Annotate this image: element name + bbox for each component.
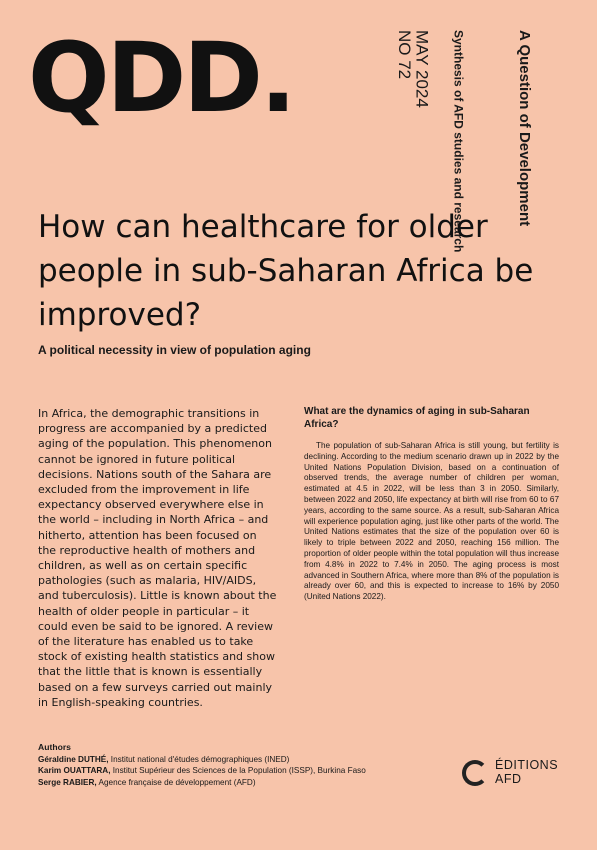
author-line [38, 754, 458, 766]
page-subtitle: A political necessity in view of population aging [38, 343, 311, 357]
publisher-logo [462, 758, 572, 790]
author-line [38, 765, 458, 777]
author-name: Serge RABIER, [38, 777, 97, 787]
author-affiliation: Institut national d'études démographiques (INED) [108, 754, 290, 764]
intro-paragraph: In Africa, the demographic transitions in progress are accompanied by a predicted aging of the population. This phenomenon cannot be ignored in future political decisions. Nations south of the Sahara are excluded from the improvement in life expectancy observed everywhere else in the world – including in North Africa – and hitherto, attention has been focused on the reproductive health of mothers and children, as well as on certain specific pathologies (such as malaria, HIV/AIDS, and tuberculosis). Little is known about the health of older people in particular – it could even be said to be ignored. A review of the literature has enabled us to take stock of existing health statistics and show that the little that is known is essentially based on a few surveys carried out mainly in English-speaking countries. [38, 407, 277, 709]
author-affiliation: Institut Supérieur des Sciences de la Population (ISSP), Burkina Faso [110, 766, 366, 776]
author-affiliation: Agence française de développement (AFD) [96, 777, 256, 787]
publisher-line2: AFD [495, 772, 522, 786]
author-name: Karim OUATTARA, [38, 766, 111, 776]
issue-date: MAY 2024 [412, 30, 432, 108]
author-name: Géraldine DUTHÉ, [38, 754, 109, 764]
editions-afd-ring-icon [462, 760, 488, 786]
author-line [38, 777, 458, 789]
issue-number: NO 72 [394, 30, 414, 80]
qdd-logo: QDD. [28, 22, 294, 134]
series-name: A Question of Development [515, 30, 533, 227]
authors-block [38, 742, 458, 788]
page-title: How can healthcare for older people in sub-Saharan Africa be improved? [38, 209, 534, 333]
series-synthesis: Synthesis of AFD studies and research [451, 30, 466, 253]
section-body: The population of sub-Saharan Africa is still young, but fertility is declining. According to the medium scenario drawn up in 2022 by the United Nations Population Division, based on a continuation of observed trends, the average number of children per woman, estimated at 4.5 in 2022, will be less than 3 in 2050. Similarly, between 2022 and 2050, life expectancy at birth will rise from 60 to 67 years, according to the same source. As a result, sub-Saharan Africa will experience population aging, just like other parts of the world. The United Nations estimates that the size of the population over 60 is likely to triple between 2022 and 2050, reaching 156 million. The proportion of older people within the total population will thus increase from 4.8% in 2022 to 7.4% in 2050. The aging process is most advanced in Southern Africa, where more than 8% of the population is already over 60, and this is expected to increase to 16% by 2050 (United Nations 2022). [304, 441, 559, 602]
authors-heading: Authors [38, 742, 71, 752]
section-heading: What are the dynamics of aging in sub-Saharan Africa? [304, 406, 530, 430]
publisher-line1: ÉDITIONS [495, 758, 559, 772]
issue-info [395, 30, 431, 108]
